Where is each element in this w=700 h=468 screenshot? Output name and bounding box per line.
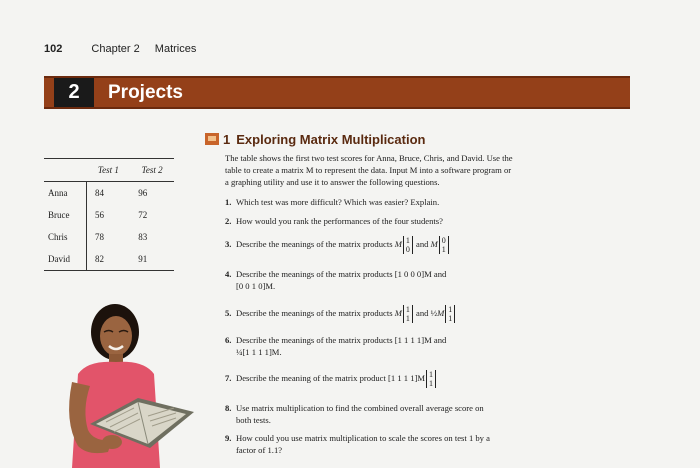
- column-vector: 0 1: [439, 236, 449, 254]
- question-8: 8. Use matrix multiplication to find the combined overall average score on both tests.: [225, 403, 484, 425]
- question-6: 6. Describe the meanings of the matrix products [1 1 1 1]M and ¼[1 1 1 1]M.: [225, 335, 447, 357]
- project-icon: [205, 133, 219, 145]
- chapter-label: Chapter 2: [91, 43, 140, 55]
- question-3: 3. Describe the meanings of the matrix products M 1 0 and M 0 1: [225, 236, 620, 254]
- table-row: David 82 91: [44, 248, 174, 271]
- chapter-title: Matrices: [154, 43, 197, 55]
- running-head: [44, 43, 196, 55]
- table-row: Anna 84 96: [44, 182, 174, 205]
- question-7: 7. Describe the meaning of the matrix product [1 1 1 1]M 1 1: [225, 370, 620, 388]
- column-header: Test 2: [130, 159, 174, 182]
- question-9: 9. How could you use matrix multiplication to scale the scores on test 1 by a factor of 1.1?: [225, 433, 490, 455]
- page-number: 102: [44, 43, 63, 55]
- section-banner: [44, 76, 630, 109]
- column-vector: 1 1: [445, 305, 455, 323]
- column-vector: 1 1: [403, 305, 413, 323]
- column-vector: 1 0: [403, 236, 413, 254]
- project-title: 1 Exploring Matrix Multiplication: [205, 132, 425, 147]
- intro-paragraph: The table shows the first two test scores for Anna, Bruce, Chris, and David. Use the table to create a matrix M to represent the data. Input M into a software program or a graphing utility and use it to answer the following questions.: [225, 153, 513, 187]
- banner-number: 2: [54, 78, 94, 107]
- column-vector: 1 1: [426, 370, 436, 388]
- scores-table: [44, 158, 174, 271]
- column-header: Test 1: [87, 159, 131, 182]
- student-reading-illustration: [60, 302, 210, 468]
- question-5: 5. Describe the meanings of the matrix products M 1 1 and ½M 1 1: [225, 305, 620, 323]
- question-2: 2. How would you rank the performances of the four students?: [225, 216, 443, 226]
- banner-title: Projects: [108, 82, 183, 103]
- table-row: Chris 78 83: [44, 226, 174, 248]
- table-row: Bruce 56 72: [44, 204, 174, 226]
- question-1: 1. Which test was more difficult? Which was easier? Explain.: [225, 197, 440, 207]
- question-4: 4. Describe the meanings of the matrix products [1 0 0 0]M and [0 0 1 0]M.: [225, 269, 447, 291]
